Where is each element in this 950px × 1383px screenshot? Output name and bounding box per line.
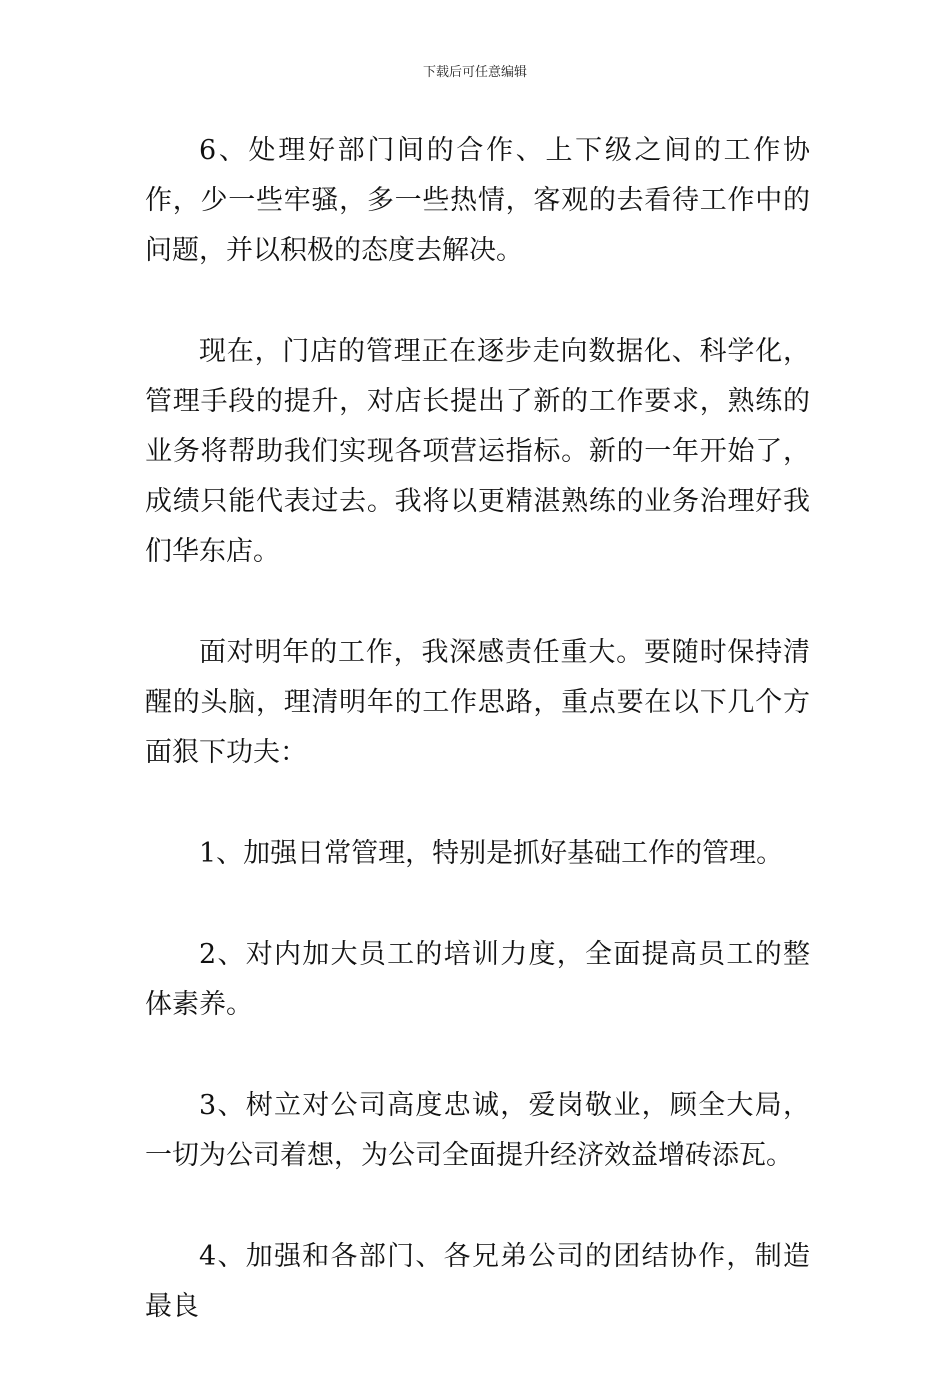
paragraph: 1、加强日常管理，特别是抓好基础工作的管理。 xyxy=(199,838,784,869)
paragraph: 现在，门店的管理正在逐步走向数据化、科学化，管理手段的提升，对店长提出了新的工作要求，熟练的业务将帮助我们实现各项营运指标。新的一年开始了，成绩只能代表过去。我将以更精湛熟练的业务治理好我们华东店。 xyxy=(145,336,810,567)
paragraph: 面对明年的工作，我深感责任重大。要随时保持清醒的头脑，理清明年的工作思路，重点要在以下几个方面狠下功夫： xyxy=(145,637,810,768)
document-body xyxy=(145,126,810,1383)
page-header: 下载后可任意编辑 xyxy=(422,65,527,80)
paragraph: 3、树立对公司高度忠诚，爱岗敬业，顾全大局，一切为公司着想，为公司全面提升经济效益增砖添瓦。 xyxy=(145,1090,810,1171)
paragraph: 4、加强和各部门、各兄弟公司的团结协作，制造最良 xyxy=(145,1241,810,1322)
paragraph: 6、处理好部门间的合作、上下级之间的工作协作，少一些牢骚，多一些热情，客观的去看待工作中的问题，并以积极的态度去解决。 xyxy=(145,135,810,266)
paragraph: 2、对内加大员工的培训力度，全面提高员工的整体素养。 xyxy=(145,939,810,1020)
